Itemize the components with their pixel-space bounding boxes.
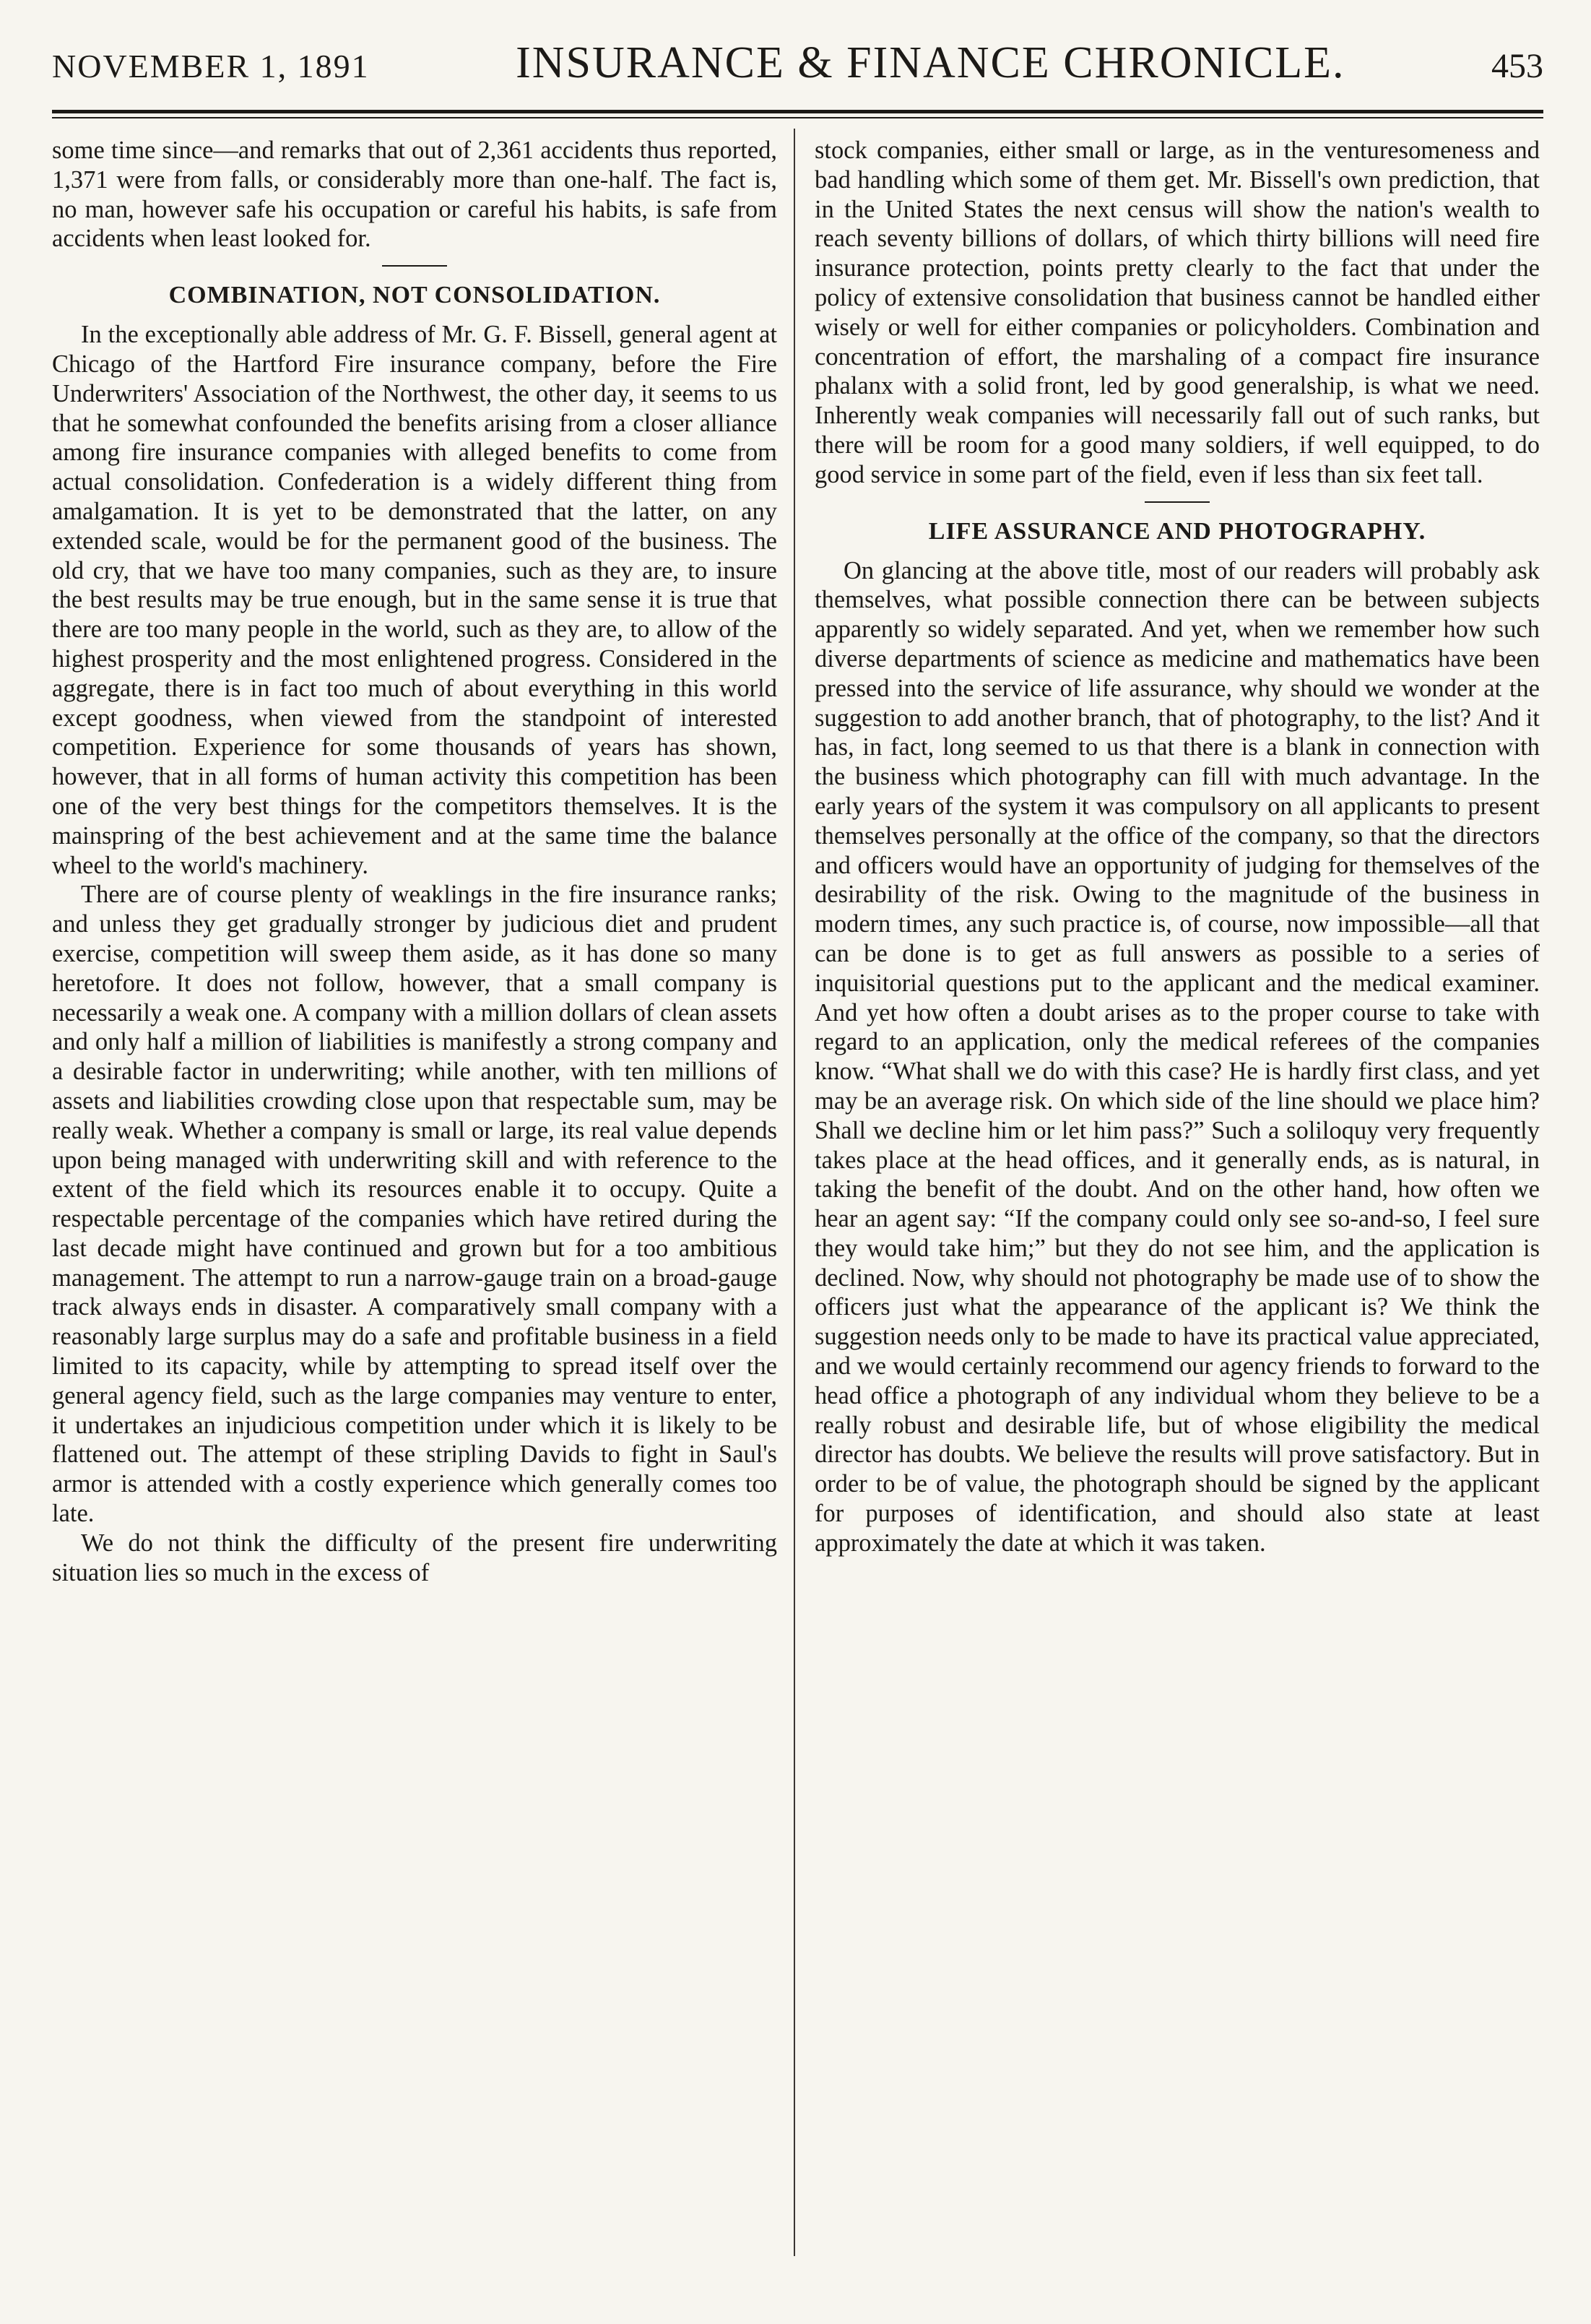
article-paragraph: In the exceptionally able address of Mr. G. F. Bissell, general agent at Chicago of the Hartford Fire insurance company, before the Fire Underwriters' Association of the Northwest, the other day, it seems to us that he somewhat confounded the benefits arising from a closer alliance among fire insurance companies with alleged benefits to come from actual consolidation. Confederation is a widely different thing from amalgamation. It is yet to be demonstrated that the latter, on any extended scale, would be for the permanent good of the business. The old cry, that we have too many companies, such as they are, to insure the best results may be true enough, but in the same sense it is true that there are too many people in the world, such as they are, to allow of the highest prosperity and the most enlightened progress. Considered in the aggregate, there is in fact too much of about everything in this world except goodness, when viewed from the standpoint of interested competition. Experience for some thousands of years has shown, however, that in all forms of human activity this competition has been one of the very best things for the competitors themselves. It is the mainspring of the best achievement and at the same time the balance wheel to the world's machinery. (52, 321, 777, 879)
header-rule (52, 110, 1543, 113)
article-separator (382, 265, 447, 267)
article-title-photography: LIFE ASSURANCE AND PHOTOGRAPHY. (928, 517, 1426, 545)
masthead-title: INSURANCE & FINANCE CHRONICLE. (516, 38, 1345, 87)
issue-date: NOVEMBER 1, 1891 (52, 48, 370, 85)
header-subrule (52, 117, 1543, 118)
article-separator (1145, 501, 1210, 503)
article-paragraph: On glancing at the above title, most of our readers will probably ask themselves, what possible connection there can be between subjects apparently so widely separated. And yet, when we remember how such diverse departments of science as medicine and mathematics have been pressed into the service of life assurance, why should we wonder at the suggestion to add another branch, that of photography, to the list? And it has, in fact, long seemed to us that there is a blank in connection with the business which photography can fill with much advantage. In the early years of the system it was compulsory on all applicants to present themselves personally at the office of the company, so that the directors and officers would have an opportunity of judging for themselves of the desirability of the risk. Owing to the magnitude of the business in modern times, any such practice is, of course, now impossible—all that can be done is to get as full answers as possible to a series of inquisitorial questions put to the applicant and the medical examiner. And yet how often a doubt arises as to the proper course to take with regard to an application, only the medical referees of the companies know. “What shall we do with this case? He is hardly first class, and yet may be an average risk. On which side of the line should we place him? Shall we decline him or let him pass?” Such a soliloquy very frequently takes place at the head offices, and it generally ends, as is natural, in taking the benefit of the doubt. And on the other hand, how often we hear an agent say: “If the company could only see so-and-so, I feel sure they would take him;” but they do not see him, and the application is declined. Now, why should not photography be made use of to show the officers just what the appearance of the applicant is? We think the suggestion needs only to be made to have its practical value appreciated, and we would certainly recommend our agency friends to forward to the head office a photograph of any individual whom they believe to be a really robust and desirable life, but of whose eligibility the medical director has doubts. We believe the results will prove satisfactory. But in order to be of value, the photograph should be signed by the applicant for purposes of identification, and should also state at least approximately the date at which it was taken. (815, 556, 1540, 1557)
continued-paragraph: stock companies, either small or large, as in the venturesomeness and bad handling which some of them get. Mr. Bissell's own prediction, that in the United States the next census will show the nation's wealth to reach seventy billions of dollars, of which thirty billions will need fire insurance protection, points pretty clearly to the fact that under the policy of extensive consolidation that business cannot be handled either wisely or well for either companies or policyholders. Combination and concentration of effort, the marshaling of a compact fire insurance phalanx with a solid front, led by good generalship, is what we need. Inherently weak companies will necessarily fall out of such ranks, but there will be room for a good many soldiers, if well equipped, to do good service in some part of the field, even if less than six feet tall. (815, 137, 1540, 488)
page-number: 453 (1491, 47, 1543, 85)
page-header (52, 38, 1543, 106)
continued-paragraph: some time since—and remarks that out of 2,361 accidents thus reported, 1,371 were from falls, or considerably more than one-half. The fact is, no man, however safe his occupation or careful his habits, is safe from accidents when least looked for. (52, 137, 777, 253)
article-paragraph: There are of course plenty of weaklings in the fire insurance ranks; and unless they get gradually stronger by judicious diet and prudent exercise, competition will sweep them aside, as it has done so many heretofore. It does not follow, however, that a small company is necessarily a weak one. A company with a million dollars of clean assets and only half a million of liabilities is manifestly a strong company and a desirable factor in underwriting; while another, with ten millions of assets and liabilities crowding close upon that respectable sum, may be really weak. Whether a company is small or large, its real value depends upon being managed with underwriting skill and with reference to the extent of the field which its resources enable it to occupy. Quite a respectable percentage of the companies which have retired during the last decade might have continued and grown but for a too ambitious management. The attempt to run a narrow-gauge train on a broad-gauge track always ends in disaster. A comparatively small company with a reasonably large surplus may do a safe and profitable business in a field limited to its capacity, while by attempting to spread itself over the general agency field, such as the large companies may venture to enter, it undertakes an injudicious competition under which it is likely to be flattened out. The attempt of these stripling Davids to fight in Saul's armor is attended with a costly experience which generally comes too late. (52, 881, 777, 1528)
left-column (52, 136, 777, 2267)
article-paragraph: We do not think the difficulty of the present fire underwriting situation lies so much in the excess of (52, 1529, 777, 1586)
column-divider (794, 129, 795, 2256)
right-column (815, 136, 1540, 2267)
article-title-combination: COMBINATION, NOT CONSOLIDATION. (168, 282, 661, 309)
